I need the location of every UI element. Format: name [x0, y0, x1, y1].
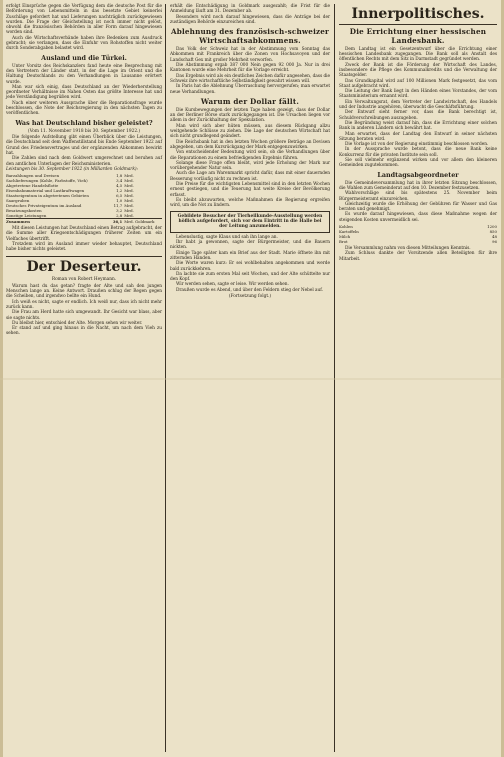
- table-cell-value: 1200: [487, 224, 497, 229]
- table-cell-unit: Mrd.: [124, 188, 134, 194]
- headline-wirtschaftsabkommen: Ablehnung des französisch-schweizer Wirtschaftsabkommens.: [170, 27, 330, 46]
- article-paragraph: Man war sich einig, dass Deutschland an der Wiederherstellung geordneter Verhältnisse im Nahen Osten das größte Interesse hat und jede Verständigung begrüßen wird.: [6, 84, 162, 101]
- article-paragraph: Die Leitung der Bank liegt in den Händen eines Vorstandes, der vom Staatsministerium ernannt wird.: [339, 89, 497, 100]
- byline: Roman von Robert Heymann.: [51, 277, 117, 283]
- section-masthead: Innerpolitisches.: [351, 6, 485, 22]
- article-paragraph: Die Begründung weist darauf hin, dass die Errichtung einer solchen Bank in anderen Ländern sich bewährt hat.: [339, 120, 497, 132]
- leistungen-table: [6, 173, 162, 224]
- article-paragraph: Gleichzeitig wurde die Erhöhung der Gebühren für Wasser und Gas beraten und genehmigt.: [339, 201, 497, 213]
- article-paragraph: Dem Landtag ist ein Gesetzentwurf über die Errichtung einer hessischen Landesbank zugegangen. Die Bank soll als Anstalt des öffentlichen Rechts mit dem Sitz in Darmstadt gegründet werden.: [339, 46, 497, 63]
- intro-paragraph: erfolgt Einsprüche gegen die Verfügung dem die deutsche Post für die Beförderung von Lebensmitteln in das besetzte Gebiet keinerlei Zuschläge gefordert hat und Lieferungen nachträglich zurückgewiesen wurden. Die Frage der Gleichstellung ist noch immer nicht gelöst, obwohl die französischen Behörden in aller Form darauf hingewiesen worden sind.: [6, 4, 162, 36]
- middle-column: [170, 4, 330, 300]
- price-table: [339, 224, 497, 244]
- article-paragraph: Es wurde darauf hingewiesen, dass diese Maßnahme wegen der steigenden Kosten unvermeidlich sei.: [339, 212, 497, 223]
- table-cell-label: Saargruben: [6, 198, 30, 204]
- table-total-label: Zusammen: [6, 219, 30, 225]
- table-cell-label: Sonstige Leistungen: [6, 213, 47, 219]
- article-paragraph: Das Volk der Schweiz hat in der Abstimmung vom Sonntag das Abkommen mit Frankreich über die Zonen von Hochsavoyen und der Landschaft Gex mit großer Mehrheit verworfen.: [170, 47, 330, 63]
- article-paragraph: Auch die Lage am Warenmarkt spricht dafür, dass mit einer dauernden Besserung vorläufig nicht zu rechnen ist.: [170, 171, 330, 182]
- story-paragraph: Warum hast du das getan? fragte der Alte und sah den jungen Menschen lange an. Keine Antwort. Draußen schlug der Regen gegen die Scheiben, und irgendwo bellte ein Hund.: [6, 283, 162, 300]
- article-paragraph: Nach einer weiteren Aussprache über die Reparationsfrage wurde beschlossen, die Note der Reichsregierung in den nächsten Tagen zu veröffentlichen.: [6, 100, 162, 117]
- masthead-rule: [339, 24, 497, 25]
- table-cell-label: Milch: [339, 234, 351, 239]
- article-paragraph: Die Reichsbank hat in den letzten Wochen größere Beträge an Devisen abgegeben, um dem Kursrückgang der Mark entgegenzuwirken.: [170, 139, 330, 150]
- headline-leistungen: Was hat Deutschland bisher geleistet?: [15, 118, 153, 127]
- table-cell-label: Deutsches Privateigentum im Ausland: [6, 203, 82, 209]
- article-paragraph: Die Zahlen sind nach dem Goldwert umgerechnet und beruhen auf den amtlichen Unterlagen der Reichsministerien.: [6, 156, 162, 167]
- article-paragraph: Die Preise für die wichtigsten Lebensmittel sind in den letzten Wochen erneut gestiegen, und die Teuerung hat weite Kreise der Bevölkerung erfasst.: [170, 182, 330, 198]
- story-paragraph: Lebenslustig, sagte Klaus und sah ihn lange an.: [176, 234, 278, 240]
- table-cell-label: Kartoffeln: [339, 229, 359, 234]
- table-cell-label: Barzahlungen und Devisen: [6, 173, 60, 179]
- headline-ausland: Ausland und die Türkei.: [41, 53, 127, 62]
- article-paragraph: Die Abstimmung ergab 387 000 Nein gegen 92 000 Ja. Nur in drei Kantonen wurde eine Mehrheit für die Vorlage erreicht.: [170, 63, 330, 74]
- intro-paragraph: erhält die Entschädigung in Goldmark ausgezahlt; die Frist für die Anmeldung läuft am 31. Dezember ab.: [170, 4, 330, 15]
- article-paragraph: Solange diese Frage offen bleibt, wird jede Erholung der Mark nur vorübergehender Natur sein.: [170, 160, 330, 172]
- table-cell-value: 2,8: [116, 213, 123, 219]
- table-cell-label: Eisenbahnmaterial und Lastkraftwagen: [6, 188, 85, 194]
- table-caption: Leistungen bis 30. September 1922 (in Milliarden Goldmark):: [6, 166, 138, 172]
- story-paragraph: Die Worte waren kurz: Er sei wohlbehalten angekommen und werde bald zurückkehren.: [170, 261, 330, 272]
- article-paragraph: In der Aussprache wurde betont, dass die neue Bank keine Konkurrenz für die privaten Institute sein soll.: [339, 147, 497, 158]
- table-cell-unit: Mrd.: [124, 178, 134, 184]
- notice-box: Gebildete Besucher der Tierheilkunde-Ausstellung werden höflich aufgefordert, sich vor dem Eintritt in die Halle bei der Leitung anzumelden.: [170, 211, 330, 233]
- story-paragraph: Ich weiß es nicht, sagte er endlich. Ich weiß nur, dass ich nicht mehr zurück kann.: [6, 299, 162, 310]
- table-cell-unit: Mrd.: [124, 208, 134, 214]
- story-paragraph: Draußen wurde es Abend, und über den Feldern stieg der Nebel auf.: [176, 287, 323, 293]
- article-paragraph: In Paris hat die Ablehnung Überraschung hervorgerufen; man erwartet neue Verhandlungen.: [170, 84, 330, 95]
- table-cell-value: 4,5: [116, 183, 123, 189]
- table-total-row: [6, 219, 162, 225]
- headline-deserteur: Der Deserteur.: [26, 259, 142, 276]
- table-total-value: 36,1: [112, 219, 123, 225]
- article-paragraph: Von entscheidender Bedeutung wird sein, ob die Verhandlungen über die Reparationen zu einem befriedigenden Ergebnis führen.: [170, 150, 330, 161]
- intro-paragraph: Auch die Wirtschaftsverbände haben ihre Bedenken zum Ausdruck gebracht; sie verlangen, dass die Einfuhr von Rohstoffen nicht weiter durch Sonderabgaben belastet wird.: [6, 35, 162, 52]
- article-paragraph: Das Ergebnis wird als ein deutliches Zeichen dafür angesehen, dass die Schweiz ihre wirtschaftliche Selbständigkeit gewahrt wissen will.: [170, 73, 330, 84]
- table-cell-label: Kohlen: [339, 224, 353, 229]
- article-paragraph: Man wird sich aber hüten müssen, aus diesem Rückgang allzu weitgehende Schlüsse zu ziehen. Die Lage der deutschen Wirtschaft hat sich nicht grundlegend geändert.: [170, 123, 330, 140]
- table-cell-value: 11,7: [113, 203, 123, 209]
- table-cell-unit: Mrd.: [124, 183, 134, 189]
- table-cell-value: 1,2: [116, 188, 123, 194]
- article-paragraph: Es bleibt abzuwarten, welche Maßnahmen die Regierung ergreifen wird, um die Not zu lindern.: [170, 197, 330, 209]
- table-cell-value: 6,5: [116, 193, 123, 199]
- article-paragraph: Mit diesen Leistungen hat Deutschland einen Betrag aufgebracht, der die Summe aller Kriegsentschädigungen früherer Zeiten um ein Vielfaches übertrifft.: [6, 226, 162, 242]
- story-paragraph: Einige Tage später kam ein Brief aus der Stadt. Marie öffnete ihn mit zitternden Händen.: [170, 250, 330, 261]
- article-paragraph: Man erwartet, dass der Landtag den Entwurf in seiner nächsten Sitzung beraten wird.: [339, 131, 497, 142]
- intro-paragraph: Besonders wird noch darauf hingewiesen, dass die Anträge bei der zuständigen Behörde einzureichen sind.: [170, 14, 330, 25]
- story-paragraph: Die Frau am Herd hatte sich umgewandt. Ihr Gesicht war blass, aber sie sagte nichts.: [6, 310, 162, 321]
- table-cell-unit: Mrd.: [124, 173, 134, 179]
- story-paragraph: Wir werden sehen, sagte er leise. Wir werden sehen.: [176, 282, 289, 288]
- table-cell-unit: Mrd.: [124, 193, 134, 199]
- page-fold: [0, 378, 504, 380]
- table-cell-value: 1,8: [116, 173, 123, 179]
- article-paragraph: Trotzdem wird im Ausland immer wieder behauptet, Deutschland habe bisher nichts geleistet.: [6, 242, 162, 253]
- article-paragraph: Sie soll vielmehr ergänzend wirken und vor allem den kleineren Gemeinden zugutekommen.: [339, 158, 497, 169]
- article-paragraph: Die Gemeindeversammlung hat in ihrer letzten Sitzung beschlossen, die Wahlen zum Gemeinderat auf den 10. Dezember festzusetzen.: [339, 180, 497, 191]
- table-cell-label: Staatseigentum in abgetretenen Gebieten: [6, 193, 89, 199]
- story-paragraph: Da lachte sie zum ersten Mal seit Wochen, und der Alte schüttelte nur den Kopf.: [170, 271, 330, 283]
- table-cell-unit: Mrd.: [124, 203, 134, 209]
- table-cell-value: 48: [492, 234, 497, 239]
- serial-footer: (Fortsetzung folgt.): [228, 293, 272, 299]
- table-cell-value: 850: [489, 229, 497, 234]
- headline-landtag: Landtagsabgeordneter: [377, 170, 459, 179]
- article-paragraph: Wahlvorschläge sind bis spätestens 25. November beim Bürgermeisteramt einzureichen.: [339, 191, 497, 202]
- article-paragraph: Zum Schluss dankte der Vorsitzende allen Beteiligten für ihre Mitarbeit.: [339, 251, 497, 262]
- story-paragraph: Ihr habt ja gewonnen, sagte der Bürgermeister, und die Bauern nickten.: [170, 240, 330, 251]
- article-paragraph: Die Kursbewegungen der letzten Tage haben gezeigt, dass der Dollar an der Berliner Börse stark zurückgegangen ist. Die Ursachen liegen vor allem in der Zurückhaltung der Spekulation.: [170, 107, 330, 124]
- table-cell-unit: Mrd.: [124, 198, 134, 204]
- table-cell-label: Abgetretene Handelsflotte: [6, 183, 59, 189]
- table-cell-value: 1,0: [116, 198, 123, 204]
- table-cell-label: Besatzungskosten: [6, 208, 42, 214]
- article-paragraph: Das Grundkapital wird auf 100 Millionen Mark festgesetzt, das vom Staat aufgebracht wird.: [339, 78, 497, 89]
- article-paragraph: Die Versammlung nahm von diesen Mitteilungen Kenntnis.: [345, 246, 471, 251]
- article-paragraph: Die Vorlage ist von der Regierung einstimmig beschlossen worden.: [345, 142, 489, 148]
- article-paragraph: Die folgende Aufstellung gibt einen Überblick über die Leistungen, die Deutschland seit dem Waffenstillstand bis Ende September 1922 auf Grund des Friedensvertrages und der ergänzenden Abkommen bewirkt hat.: [6, 135, 162, 156]
- table-cell-label: Brot: [339, 239, 348, 244]
- headline-landesbank: Die Errichtung einer hessischen Landesbank.: [349, 26, 487, 45]
- table-row: [339, 239, 497, 244]
- table-cell-value: 3,4: [116, 178, 123, 184]
- article-paragraph: Zweck der Bank ist die Förderung der Wirtschaft des Landes, insbesondere die Pflege des Kommunalkredits und die Verwaltung der Staatsgelder.: [339, 62, 497, 79]
- table-cell-unit: Mrd.: [124, 213, 134, 219]
- headline-subtitle: (Vom 11. November 1918 bis 30. September 1922.): [27, 128, 141, 134]
- table-cell-value: 3,2: [116, 208, 123, 214]
- section-divider: [6, 256, 162, 257]
- table-total-unit: Mrd. Goldmark: [124, 219, 155, 225]
- story-paragraph: Er stand auf und ging hinaus in die Nacht, um nach dem Vieh zu sehen.: [6, 326, 162, 337]
- article-paragraph: Ein Verwaltungsrat, dem Vertreter der Landwirtschaft, des Handels und der Industrie angehören, überwacht die Geschäftsführung.: [339, 99, 497, 111]
- right-column: [339, 4, 497, 262]
- left-column: [6, 4, 162, 337]
- headline-dollar: Warum der Dollar fällt.: [200, 96, 300, 106]
- table-cell-value: 96: [492, 239, 497, 244]
- article-paragraph: Unter Vorsitz des Reichskanzlers fand heute eine Besprechung mit den Vertretern der Länder statt, in der die Lage im Orient und die Haltung Deutschlands zu den Verhandlungen in Lausanne erörtert wurde.: [6, 63, 162, 85]
- table-cell-label: Sachlieferungen (Kohle, Farbstoffe, Vieh): [6, 178, 88, 184]
- article-paragraph: Der Entwurf sieht ferner vor, dass die Bank berechtigt ist, Schuldverschreibungen auszugeben.: [339, 110, 497, 121]
- story-paragraph: Du bleibst hier, entschied der Alte. Morgen sehen wir weiter.: [12, 320, 143, 326]
